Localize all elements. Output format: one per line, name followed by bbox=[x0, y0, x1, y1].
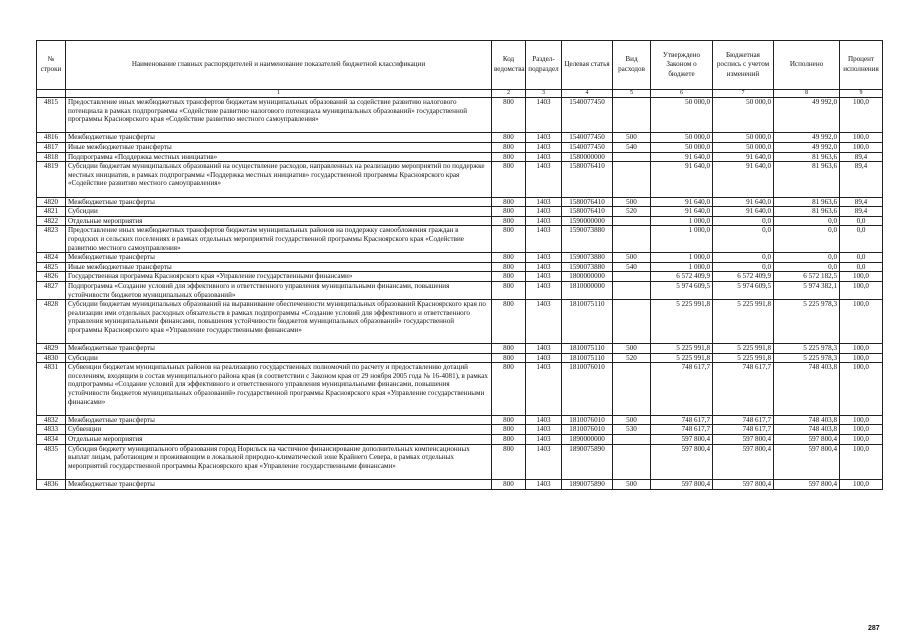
cell-row-number: 4818 bbox=[37, 152, 66, 162]
cell-row-number: 4824 bbox=[37, 253, 66, 263]
cell-row-number: 4833 bbox=[37, 425, 66, 435]
table-row bbox=[37, 133, 883, 143]
cell-section: 1403 bbox=[526, 197, 562, 207]
table-row bbox=[37, 253, 883, 263]
cell-expense-type: 540 bbox=[613, 142, 651, 152]
cell-department-code: 800 bbox=[492, 142, 526, 152]
cell-expense-type bbox=[613, 162, 651, 197]
cell-expense-type: 500 bbox=[613, 480, 651, 490]
cell-name: Государственная программа Красноярского края «Управление государственными финансами» bbox=[66, 272, 492, 282]
cell-executed: 748 403,8 bbox=[774, 415, 840, 425]
cell-expense-type bbox=[613, 435, 651, 445]
cell-planned: 91 640,0 bbox=[713, 162, 774, 197]
cell-approved: 50 000,0 bbox=[651, 133, 713, 143]
header-row bbox=[37, 41, 883, 90]
cell-approved: 597 800,4 bbox=[651, 480, 713, 490]
column-number: 1 bbox=[66, 90, 492, 98]
cell-percent: 0,0 bbox=[840, 262, 883, 272]
cell-row-number: 4815 bbox=[37, 98, 66, 133]
cell-target-article: 1580076410 bbox=[562, 197, 613, 207]
cell-target-article: 1810000000 bbox=[562, 281, 613, 299]
cell-target-article: 1590000000 bbox=[562, 216, 613, 226]
cell-planned: 5 225 991,8 bbox=[713, 344, 774, 354]
cell-department-code: 800 bbox=[492, 152, 526, 162]
cell-executed: 597 800,4 bbox=[774, 480, 840, 490]
cell-section: 1403 bbox=[526, 142, 562, 152]
cell-department-code: 800 bbox=[492, 363, 526, 416]
cell-planned: 50 000,0 bbox=[713, 142, 774, 152]
cell-row-number: 4834 bbox=[37, 435, 66, 445]
cell-department-code: 800 bbox=[492, 98, 526, 133]
cell-expense-type: 500 bbox=[613, 133, 651, 143]
cell-section: 1403 bbox=[526, 272, 562, 282]
cell-department-code: 800 bbox=[492, 300, 526, 344]
cell-percent: 100,0 bbox=[840, 353, 883, 363]
cell-target-article: 1540077450 bbox=[562, 98, 613, 133]
cell-target-article: 1810075110 bbox=[562, 300, 613, 344]
cell-section: 1403 bbox=[526, 353, 562, 363]
cell-executed: 5 225 978,3 bbox=[774, 353, 840, 363]
cell-executed: 748 403,8 bbox=[774, 425, 840, 435]
header-approved: Утверждено Законом о бюджете bbox=[651, 41, 713, 90]
cell-executed: 0,0 bbox=[774, 216, 840, 226]
cell-target-article: 1590073880 bbox=[562, 262, 613, 272]
cell-target-article: 1810076010 bbox=[562, 415, 613, 425]
cell-executed: 81 963,6 bbox=[774, 162, 840, 197]
cell-expense-type bbox=[613, 216, 651, 226]
cell-target-article: 1540077450 bbox=[562, 142, 613, 152]
cell-row-number: 4821 bbox=[37, 207, 66, 217]
cell-name: Субсидия бюджету муниципального образования город Норильск на частичное финансирование дополнительных компенсационных выплат лицам, работающим и проживающим в локальной природно-климатической зоне Крайнего Севера, в рамках отдельных мероприятий государственной программы Красноярского края «Управление государственными финансами» bbox=[66, 444, 492, 479]
cell-row-number: 4829 bbox=[37, 344, 66, 354]
cell-name: Отдельные мероприятия bbox=[66, 435, 492, 445]
cell-percent: 0,0 bbox=[840, 253, 883, 263]
cell-expense-type bbox=[613, 272, 651, 282]
cell-planned: 0,0 bbox=[713, 216, 774, 226]
cell-approved: 5 225 991,8 bbox=[651, 353, 713, 363]
cell-section: 1403 bbox=[526, 253, 562, 263]
cell-executed: 81 963,6 bbox=[774, 152, 840, 162]
cell-target-article: 1580076410 bbox=[562, 207, 613, 217]
cell-name: Иные межбюджетные трансферты bbox=[66, 142, 492, 152]
cell-target-article: 1810076010 bbox=[562, 363, 613, 416]
column-number: 3 bbox=[526, 90, 562, 98]
cell-approved: 91 640,0 bbox=[651, 152, 713, 162]
cell-target-article: 1580076410 bbox=[562, 162, 613, 197]
header-percent: Процент исполнения bbox=[840, 41, 883, 90]
header-name: Наименование главных распорядителей и наименование показателей бюджетной классификации bbox=[66, 41, 492, 90]
cell-percent: 100,0 bbox=[840, 415, 883, 425]
table-row bbox=[37, 444, 883, 479]
cell-target-article: 1580000000 bbox=[562, 152, 613, 162]
cell-expense-type: 500 bbox=[613, 253, 651, 263]
cell-section: 1403 bbox=[526, 216, 562, 226]
cell-approved: 1 000,0 bbox=[651, 262, 713, 272]
cell-percent: 89,4 bbox=[840, 152, 883, 162]
cell-expense-type bbox=[613, 444, 651, 479]
cell-expense-type bbox=[613, 300, 651, 344]
cell-approved: 1 000,0 bbox=[651, 226, 713, 253]
cell-section: 1403 bbox=[526, 281, 562, 299]
cell-row-number: 4828 bbox=[37, 300, 66, 344]
cell-expense-type: 520 bbox=[613, 353, 651, 363]
cell-section: 1403 bbox=[526, 300, 562, 344]
cell-name: Субсидии bbox=[66, 207, 492, 217]
cell-expense-type: 530 bbox=[613, 425, 651, 435]
cell-executed: 5 225 978,3 bbox=[774, 344, 840, 354]
cell-row-number: 4831 bbox=[37, 363, 66, 416]
cell-planned: 0,0 bbox=[713, 262, 774, 272]
cell-section: 1403 bbox=[526, 444, 562, 479]
cell-executed: 81 963,6 bbox=[774, 197, 840, 207]
cell-planned: 91 640,0 bbox=[713, 152, 774, 162]
cell-section: 1403 bbox=[526, 98, 562, 133]
cell-name: Подпрограмма «Поддержка местных инициатив» bbox=[66, 152, 492, 162]
cell-target-article: 1540077450 bbox=[562, 133, 613, 143]
column-number: 4 bbox=[562, 90, 613, 98]
cell-section: 1403 bbox=[526, 435, 562, 445]
cell-row-number: 4825 bbox=[37, 262, 66, 272]
cell-approved: 748 617,7 bbox=[651, 363, 713, 416]
cell-executed: 0,0 bbox=[774, 253, 840, 263]
cell-planned: 91 640,0 bbox=[713, 207, 774, 217]
cell-planned: 5 225 991,8 bbox=[713, 353, 774, 363]
cell-percent: 100,0 bbox=[840, 344, 883, 354]
cell-row-number: 4832 bbox=[37, 415, 66, 425]
header-target-article: Целевая статья bbox=[562, 41, 613, 90]
cell-section: 1403 bbox=[526, 162, 562, 197]
table-row bbox=[37, 226, 883, 253]
cell-expense-type: 500 bbox=[613, 197, 651, 207]
column-number: 2 bbox=[492, 90, 526, 98]
column-number: 5 bbox=[613, 90, 651, 98]
column-number: 6 bbox=[651, 90, 713, 98]
cell-approved: 5 974 609,5 bbox=[651, 281, 713, 299]
cell-name: Предоставление иных межбюджетных трансфертов бюджетам муниципальных районов на поддержку самообложения граждан в городских и сельских поселениях в рамках отдельных мероприятий государственной программы Красноярского края «Содействие развитию местного самоуправления» bbox=[66, 226, 492, 253]
cell-name: Межбюджетные трансферты bbox=[66, 415, 492, 425]
cell-planned: 0,0 bbox=[713, 226, 774, 253]
cell-name: Межбюджетные трансферты bbox=[66, 253, 492, 263]
cell-approved: 1 000,0 bbox=[651, 216, 713, 226]
cell-planned: 597 800,4 bbox=[713, 435, 774, 445]
cell-section: 1403 bbox=[526, 363, 562, 416]
cell-department-code: 800 bbox=[492, 281, 526, 299]
header-section: Раздел-подраздел bbox=[526, 41, 562, 90]
cell-name: Субвенции бюджетам муниципальных районов на реализацию государственных полномочий по расчету и предоставлению дотаций поселениям, входящим в состав муниципального района края (в соответствии с Законом края от 29 ноября 2005 года № 16-4081), в рамках подпрограммы «Создание условий для эффективного и ответственного управления муниципальными финансами, повышения устойчивости бюджетов муниципальных образований» государственной программы Красноярского края «Управление государственными финансами» bbox=[66, 363, 492, 416]
cell-percent: 89,4 bbox=[840, 197, 883, 207]
cell-percent: 0,0 bbox=[840, 226, 883, 253]
table-row bbox=[37, 142, 883, 152]
table-row bbox=[37, 272, 883, 282]
cell-percent: 100,0 bbox=[840, 142, 883, 152]
cell-section: 1403 bbox=[526, 262, 562, 272]
cell-name: Межбюджетные трансферты bbox=[66, 480, 492, 490]
header-planned: Бюджетная роспись с учетом изменений bbox=[713, 41, 774, 90]
cell-section: 1403 bbox=[526, 344, 562, 354]
table-row bbox=[37, 162, 883, 197]
cell-department-code: 800 bbox=[492, 253, 526, 263]
cell-planned: 91 640,0 bbox=[713, 197, 774, 207]
cell-row-number: 4830 bbox=[37, 353, 66, 363]
cell-percent: 100,0 bbox=[840, 425, 883, 435]
cell-row-number: 4820 bbox=[37, 197, 66, 207]
cell-section: 1403 bbox=[526, 226, 562, 253]
cell-percent: 89,4 bbox=[840, 207, 883, 217]
cell-name: Предоставление иных межбюджетных трансфертов бюджетам муниципальных образований за содействие развитию налогового потенциала в рамках подпрограммы «Содействие развитию налогового потенциала муниципальных образований» государственной программы Красноярского края «Содействие развитию местного самоуправления» bbox=[66, 98, 492, 133]
header-expense-type: Вид расходов bbox=[613, 41, 651, 90]
table-row bbox=[37, 425, 883, 435]
table-row bbox=[37, 363, 883, 416]
cell-department-code: 800 bbox=[492, 216, 526, 226]
cell-expense-type bbox=[613, 226, 651, 253]
cell-executed: 49 992,0 bbox=[774, 133, 840, 143]
cell-section: 1403 bbox=[526, 152, 562, 162]
table-body bbox=[37, 98, 883, 490]
cell-section: 1403 bbox=[526, 415, 562, 425]
table-row bbox=[37, 353, 883, 363]
budget-execution-table bbox=[36, 40, 883, 490]
cell-row-number: 4823 bbox=[37, 226, 66, 253]
cell-name: Субсидии bbox=[66, 353, 492, 363]
page-number: 287 bbox=[868, 625, 880, 632]
cell-expense-type bbox=[613, 281, 651, 299]
cell-expense-type bbox=[613, 363, 651, 416]
column-number: 7 bbox=[713, 90, 774, 98]
cell-expense-type: 540 bbox=[613, 262, 651, 272]
table-row bbox=[37, 197, 883, 207]
cell-target-article: 1810076010 bbox=[562, 425, 613, 435]
cell-percent: 100,0 bbox=[840, 435, 883, 445]
cell-expense-type: 520 bbox=[613, 207, 651, 217]
cell-name: Межбюджетные трансферты bbox=[66, 197, 492, 207]
cell-section: 1403 bbox=[526, 425, 562, 435]
table-row bbox=[37, 281, 883, 299]
cell-target-article: 1890000000 bbox=[562, 435, 613, 445]
cell-expense-type: 500 bbox=[613, 415, 651, 425]
cell-planned: 50 000,0 bbox=[713, 133, 774, 143]
cell-department-code: 800 bbox=[492, 425, 526, 435]
cell-planned: 6 572 409,9 bbox=[713, 272, 774, 282]
cell-department-code: 800 bbox=[492, 262, 526, 272]
cell-name: Подпрограмма «Создание условий для эффективного и ответственного управления муниципальными финансами, повышения устойчивости бюджетов муниципальных образований» bbox=[66, 281, 492, 299]
table-row bbox=[37, 98, 883, 133]
table-row bbox=[37, 216, 883, 226]
cell-planned: 748 617,7 bbox=[713, 425, 774, 435]
cell-row-number: 4827 bbox=[37, 281, 66, 299]
cell-row-number: 4836 bbox=[37, 480, 66, 490]
cell-percent: 100,0 bbox=[840, 480, 883, 490]
cell-planned: 748 617,7 bbox=[713, 415, 774, 425]
header-department-code: Код ведомства bbox=[492, 41, 526, 90]
table-row bbox=[37, 344, 883, 354]
column-number: 8 bbox=[774, 90, 840, 98]
cell-name: Межбюджетные трансферты bbox=[66, 344, 492, 354]
cell-target-article: 1810075110 bbox=[562, 344, 613, 354]
cell-executed: 6 572 182,5 bbox=[774, 272, 840, 282]
cell-name: Отдельные мероприятия bbox=[66, 216, 492, 226]
cell-approved: 597 800,4 bbox=[651, 435, 713, 445]
cell-executed: 597 800,4 bbox=[774, 435, 840, 445]
cell-percent: 100,0 bbox=[840, 300, 883, 344]
header-executed: Исполнено bbox=[774, 41, 840, 90]
cell-department-code: 800 bbox=[492, 272, 526, 282]
table-row bbox=[37, 152, 883, 162]
table-row bbox=[37, 207, 883, 217]
budget-table-sheet bbox=[36, 40, 883, 490]
cell-percent: 100,0 bbox=[840, 98, 883, 133]
cell-approved: 5 225 991,8 bbox=[651, 344, 713, 354]
cell-planned: 597 800,4 bbox=[713, 480, 774, 490]
cell-approved: 748 617,7 bbox=[651, 425, 713, 435]
cell-planned: 748 617,7 bbox=[713, 363, 774, 416]
cell-executed: 49 992,0 bbox=[774, 98, 840, 133]
column-number bbox=[37, 90, 66, 98]
cell-row-number: 4826 bbox=[37, 272, 66, 282]
cell-percent: 100,0 bbox=[840, 444, 883, 479]
header-row-number: № строки bbox=[37, 41, 66, 90]
cell-department-code: 800 bbox=[492, 435, 526, 445]
cell-name: Иные межбюджетные трансферты bbox=[66, 262, 492, 272]
cell-planned: 5 225 991,8 bbox=[713, 300, 774, 344]
cell-approved: 91 640,0 bbox=[651, 207, 713, 217]
table-row bbox=[37, 300, 883, 344]
table-row bbox=[37, 480, 883, 490]
cell-row-number: 4819 bbox=[37, 162, 66, 197]
cell-section: 1403 bbox=[526, 480, 562, 490]
cell-approved: 50 000,0 bbox=[651, 98, 713, 133]
cell-department-code: 800 bbox=[492, 133, 526, 143]
cell-approved: 748 617,7 bbox=[651, 415, 713, 425]
cell-name: Субсидии бюджетам муниципальных образований на осуществление расходов, направленных на реализацию мероприятий по поддержке местных инициатив, в рамках подпрограммы «Поддержка местных инициатив» государственной программы Красноярского края «Содействие развитию местного самоуправления» bbox=[66, 162, 492, 197]
cell-approved: 1 000,0 bbox=[651, 253, 713, 263]
column-number-row bbox=[37, 90, 883, 98]
cell-department-code: 800 bbox=[492, 162, 526, 197]
cell-department-code: 800 bbox=[492, 207, 526, 217]
cell-target-article: 1890075890 bbox=[562, 480, 613, 490]
cell-row-number: 4817 bbox=[37, 142, 66, 152]
cell-executed: 0,0 bbox=[774, 262, 840, 272]
cell-department-code: 800 bbox=[492, 197, 526, 207]
cell-section: 1403 bbox=[526, 133, 562, 143]
cell-row-number: 4822 bbox=[37, 216, 66, 226]
cell-department-code: 800 bbox=[492, 226, 526, 253]
cell-planned: 5 974 609,5 bbox=[713, 281, 774, 299]
cell-planned: 597 800,4 bbox=[713, 444, 774, 479]
cell-department-code: 800 bbox=[492, 480, 526, 490]
cell-percent: 100,0 bbox=[840, 133, 883, 143]
cell-name: Межбюджетные трансферты bbox=[66, 133, 492, 143]
cell-target-article: 1590073880 bbox=[562, 253, 613, 263]
cell-approved: 5 225 991,8 bbox=[651, 300, 713, 344]
cell-approved: 91 640,0 bbox=[651, 162, 713, 197]
cell-percent: 89,4 bbox=[840, 162, 883, 197]
cell-percent: 100,0 bbox=[840, 272, 883, 282]
cell-name: Субсидии бюджетам муниципальных образований на выравнивание обеспеченности муниципальных образований Красноярского края по реализации ими отдельных расходных обязательств в рамках подпрограммы «Создание условий для эффективного и ответственного управления муниципальными финансами, повышения устойчивости бюджетов муниципальных образований» государственной программы Красноярского края «Управление государственными финансами» bbox=[66, 300, 492, 344]
cell-row-number: 4835 bbox=[37, 444, 66, 479]
cell-approved: 50 000,0 bbox=[651, 142, 713, 152]
cell-executed: 5 225 978,3 bbox=[774, 300, 840, 344]
cell-approved: 91 640,0 bbox=[651, 197, 713, 207]
table-row bbox=[37, 435, 883, 445]
cell-percent: 0,0 bbox=[840, 216, 883, 226]
cell-executed: 748 403,8 bbox=[774, 363, 840, 416]
cell-executed: 81 963,6 bbox=[774, 207, 840, 217]
cell-section: 1403 bbox=[526, 207, 562, 217]
cell-percent: 100,0 bbox=[840, 281, 883, 299]
column-number: 9 bbox=[840, 90, 883, 98]
cell-department-code: 800 bbox=[492, 415, 526, 425]
cell-executed: 49 992,0 bbox=[774, 142, 840, 152]
table-row bbox=[37, 415, 883, 425]
cell-expense-type bbox=[613, 98, 651, 133]
cell-executed: 0,0 bbox=[774, 226, 840, 253]
cell-expense-type bbox=[613, 152, 651, 162]
cell-approved: 597 800,4 bbox=[651, 444, 713, 479]
cell-department-code: 800 bbox=[492, 344, 526, 354]
cell-executed: 5 974 382,1 bbox=[774, 281, 840, 299]
cell-executed: 597 800,4 bbox=[774, 444, 840, 479]
cell-name: Субвенции bbox=[66, 425, 492, 435]
cell-planned: 50 000,0 bbox=[713, 98, 774, 133]
cell-target-article: 1810075110 bbox=[562, 353, 613, 363]
cell-target-article: 1590073880 bbox=[562, 226, 613, 253]
cell-department-code: 800 bbox=[492, 444, 526, 479]
cell-percent: 100,0 bbox=[840, 363, 883, 416]
table-row bbox=[37, 262, 883, 272]
cell-target-article: 1890075890 bbox=[562, 444, 613, 479]
cell-target-article: 1800000000 bbox=[562, 272, 613, 282]
cell-planned: 0,0 bbox=[713, 253, 774, 263]
cell-department-code: 800 bbox=[492, 353, 526, 363]
cell-approved: 6 572 409,9 bbox=[651, 272, 713, 282]
cell-expense-type: 500 bbox=[613, 344, 651, 354]
cell-row-number: 4816 bbox=[37, 133, 66, 143]
